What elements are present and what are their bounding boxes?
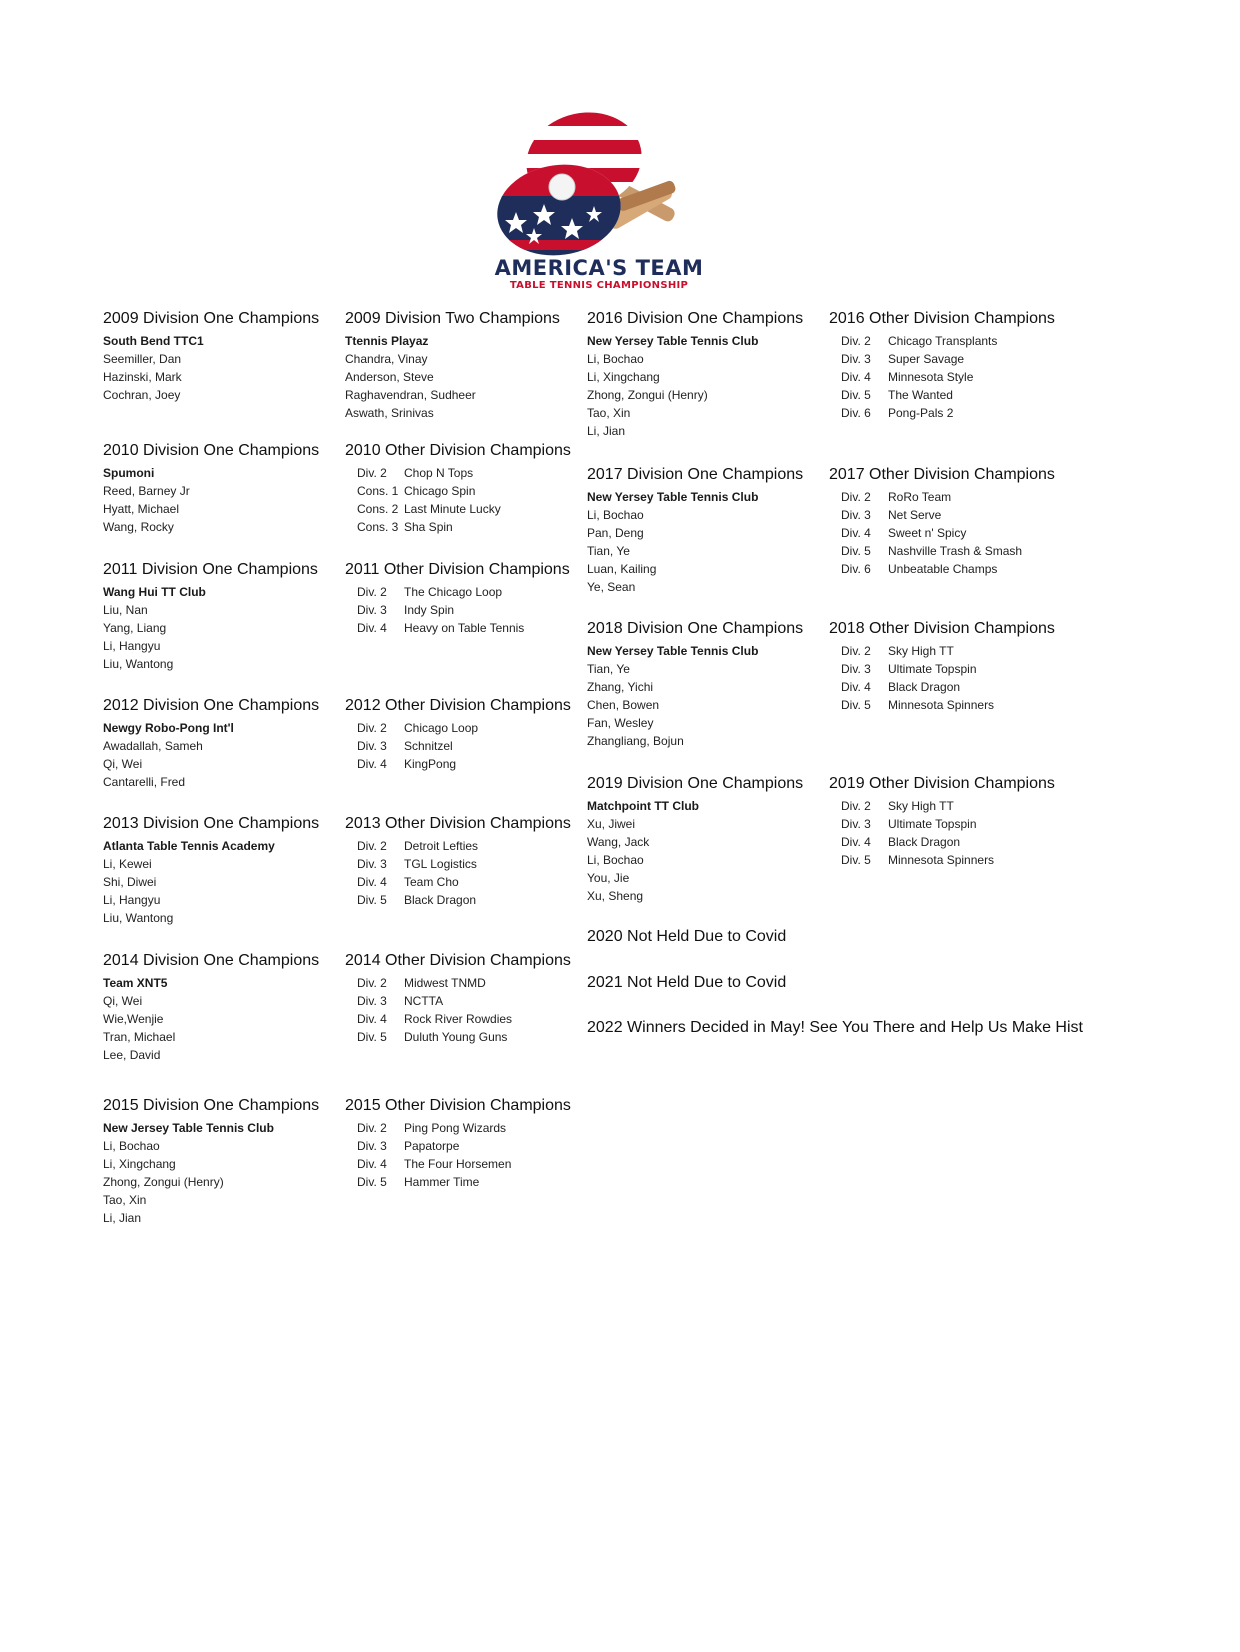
division-team: The Chicago Loop	[404, 585, 503, 599]
member-name: Xu, Sheng	[587, 889, 644, 903]
division-label: Div. 2	[841, 490, 871, 504]
member-name: Tao, Xin	[103, 1193, 147, 1207]
division-label: Div. 6	[841, 406, 871, 420]
division-label: Div. 2	[357, 721, 387, 735]
section-heading: 2017 Other Division Champions	[829, 466, 1055, 483]
logo-title: AMERICA'S TEAM	[494, 256, 704, 280]
section-2009-division-one	[103, 310, 319, 404]
section-heading: 2012 Other Division Champions	[345, 697, 571, 714]
division-label: Div. 4	[841, 835, 871, 849]
member-name: Li, Xingchang	[103, 1157, 176, 1171]
member-name: Raghavendran, Sudheer	[345, 388, 476, 402]
division-label: Div. 4	[841, 526, 871, 540]
member-name: Reed, Barney Jr	[103, 484, 190, 498]
division-row	[829, 506, 1055, 524]
division-label: Div. 5	[841, 853, 871, 867]
division-label: Div. 3	[841, 817, 871, 831]
section-heading: 2010 Other Division Champions	[345, 442, 571, 459]
member-name: Hazinski, Mark	[103, 370, 182, 384]
member-name: Tian, Ye	[587, 544, 630, 558]
division-label: Div. 2	[357, 466, 387, 480]
section-heading: 2016 Division One Champions	[587, 310, 804, 327]
section-heading: 2011 Other Division Champions	[345, 561, 570, 578]
member-name: Li, Jian	[587, 424, 626, 438]
division-label: Div. 3	[357, 857, 387, 871]
division-team: Net Serve	[888, 508, 942, 522]
division-row	[829, 350, 1055, 368]
section-2010-other-divisions	[345, 442, 571, 536]
section-2012-other-divisions	[345, 697, 571, 773]
section-2011-other-divisions	[345, 561, 570, 637]
member-name: Ye, Sean	[587, 580, 636, 594]
section-2010-division-one	[103, 442, 319, 536]
division-team: Last Minute Lucky	[404, 502, 501, 516]
division-team: Detroit Lefties	[404, 839, 479, 853]
division-row	[829, 404, 1055, 422]
division-team: Minnesota Style	[888, 370, 974, 384]
division-team: The Wanted	[888, 388, 953, 402]
division-row	[829, 524, 1055, 542]
division-label: Div. 5	[841, 388, 871, 402]
team-name: New Yersey Table Tennis Club	[587, 490, 759, 504]
member-name: Anderson, Steve	[345, 370, 434, 384]
team-name: Matchpoint TT Club	[587, 799, 699, 813]
division-team: Sweet n' Spicy	[888, 526, 967, 540]
division-label: Div. 2	[841, 799, 871, 813]
team-name: New Yersey Table Tennis Club	[587, 334, 759, 348]
division-label: Div. 4	[357, 621, 387, 635]
division-label: Div. 4	[357, 875, 387, 889]
section-heading: 2016 Other Division Champions	[829, 310, 1055, 327]
member-name: Wang, Jack	[587, 835, 650, 849]
division-team: The Four Horsemen	[404, 1157, 512, 1171]
member-name: Zhangliang, Bojun	[587, 734, 684, 748]
section-2016-other-divisions	[829, 310, 1055, 422]
division-label: Div. 4	[841, 370, 871, 384]
member-name: Seemiller, Dan	[103, 352, 182, 366]
division-team: Super Savage	[888, 352, 965, 366]
division-row	[345, 500, 571, 518]
member-name: Li, Jian	[103, 1211, 142, 1225]
division-team: Sky High TT	[888, 644, 954, 658]
member-name: Li, Bochao	[587, 508, 644, 522]
section-heading: 2014 Division One Champions	[103, 952, 320, 969]
division-label: Div. 5	[357, 893, 387, 907]
division-label: Div. 4	[357, 1157, 387, 1171]
division-row	[345, 873, 571, 891]
division-row	[345, 1137, 571, 1155]
division-row	[345, 1155, 571, 1173]
member-name: Liu, Nan	[103, 603, 148, 617]
division-team: Midwest TNMD	[404, 976, 486, 990]
division-team: Chop N Tops	[404, 466, 474, 480]
member-name: Pan, Deng	[587, 526, 644, 540]
division-label: Cons. 1	[357, 484, 399, 498]
division-row	[829, 660, 1055, 678]
division-team: Minnesota Spinners	[888, 698, 995, 712]
member-name: Tran, Michael	[103, 1030, 176, 1044]
member-name: Zhong, Zongui (Henry)	[587, 388, 708, 402]
section-heading: 2012 Division One Champions	[103, 697, 320, 714]
member-name: Chandra, Vinay	[345, 352, 428, 366]
division-label: Div. 2	[357, 976, 387, 990]
division-row	[829, 560, 1055, 578]
member-name: Li, Xingchang	[587, 370, 660, 384]
division-row	[345, 974, 571, 992]
division-row	[829, 797, 1055, 815]
section-heading: 2018 Other Division Champions	[829, 620, 1055, 637]
section-2019-other-divisions	[829, 775, 1055, 869]
division-label: Cons. 3	[357, 520, 399, 534]
division-row	[345, 601, 570, 619]
division-label: Div. 5	[841, 698, 871, 712]
division-row	[345, 1010, 571, 1028]
division-row	[345, 583, 570, 601]
member-name: Zhong, Zongui (Henry)	[103, 1175, 224, 1189]
division-team: Sky High TT	[888, 799, 954, 813]
section-heading: 2019 Other Division Champions	[829, 775, 1055, 792]
member-name: Tian, Ye	[587, 662, 630, 676]
division-row	[829, 332, 1055, 350]
division-row	[345, 518, 571, 536]
section-heading: 2015 Other Division Champions	[345, 1097, 571, 1114]
section-heading: 2011 Division One Champions	[103, 561, 318, 578]
section-2009-division-two	[345, 310, 560, 422]
division-team: RoRo Team	[888, 490, 952, 504]
section-2013-other-divisions	[345, 815, 571, 909]
member-name: Zhang, Yichi	[587, 680, 654, 694]
section-2014-other-divisions	[345, 952, 571, 1046]
member-name: Li, Bochao	[587, 853, 644, 867]
member-name: Tao, Xin	[587, 406, 631, 420]
division-team: Indy Spin	[404, 603, 455, 617]
paddles-icon	[494, 100, 724, 265]
team-name: Newgy Robo-Pong Int'l	[103, 721, 234, 735]
division-label: Div. 5	[357, 1030, 387, 1044]
division-team: Rock River Rowdies	[404, 1012, 513, 1026]
division-label: Div. 5	[841, 544, 871, 558]
division-team: Unbeatable Champs	[888, 562, 998, 576]
section-2014-division-one	[103, 952, 319, 1064]
team-name: Ttennis Playaz	[345, 334, 429, 348]
division-row	[345, 891, 571, 909]
division-row	[829, 851, 1055, 869]
division-row	[345, 992, 571, 1010]
member-name: Aswath, Srinivas	[345, 406, 434, 420]
division-label: Div. 4	[841, 680, 871, 694]
section-heading: 2009 Division Two Champions	[345, 310, 560, 327]
member-name: Li, Bochao	[587, 352, 644, 366]
member-name: Yang, Liang	[103, 621, 167, 635]
division-label: Div. 5	[357, 1175, 387, 1189]
member-name: Wie,Wenjie	[103, 1012, 164, 1026]
division-team: Black Dragon	[888, 680, 961, 694]
division-team: Ultimate Topspin	[888, 817, 977, 831]
section-2019-division-one	[587, 775, 803, 905]
division-row	[345, 719, 571, 737]
member-name: You, Jie	[587, 871, 630, 885]
section-heading: 2017 Division One Champions	[587, 466, 804, 483]
member-name: Li, Bochao	[103, 1139, 160, 1153]
division-label: Cons. 2	[357, 502, 399, 516]
team-name: Team XNT5	[103, 976, 168, 990]
division-label: Div. 2	[357, 1121, 387, 1135]
division-team: Team Cho	[404, 875, 459, 889]
team-name: Wang Hui TT Club	[103, 585, 206, 599]
division-label: Div. 2	[357, 585, 387, 599]
section-heading: 2013 Other Division Champions	[345, 815, 571, 832]
member-name: Chen, Bowen	[587, 698, 660, 712]
division-row	[345, 1119, 571, 1137]
team-name: New Yersey Table Tennis Club	[587, 644, 759, 658]
section-heading: 2014 Other Division Champions	[345, 952, 571, 969]
division-label: Div. 3	[357, 739, 387, 753]
division-team: Nashville Trash & Smash	[888, 544, 1023, 558]
member-name: Li, Kewei	[103, 857, 152, 871]
division-label: Div. 3	[841, 508, 871, 522]
section-2015-division-one	[103, 1097, 319, 1227]
division-row	[345, 755, 571, 773]
division-label: Div. 2	[357, 839, 387, 853]
logo-caption	[494, 258, 704, 291]
team-name: New Jersey Table Tennis Club	[103, 1121, 274, 1135]
division-team: Ultimate Topspin	[888, 662, 977, 676]
division-team: Minnesota Spinners	[888, 853, 995, 867]
note-2020: 2020 Not Held Due to Covid	[587, 928, 787, 945]
division-row	[829, 642, 1055, 660]
division-team: Black Dragon	[888, 835, 961, 849]
division-row	[345, 737, 571, 755]
member-name: Cantarelli, Fred	[103, 775, 186, 789]
division-row	[345, 1028, 571, 1046]
section-heading: 2018 Division One Champions	[587, 620, 804, 637]
section-heading: 2013 Division One Champions	[103, 815, 320, 832]
note-2022: 2022 Winners Decided in May! See You There and Help Us Make Hist	[587, 1019, 1083, 1036]
division-team: Ping Pong Wizards	[404, 1121, 507, 1135]
member-name: Liu, Wantong	[103, 911, 174, 925]
division-row	[829, 678, 1055, 696]
section-2018-division-one	[587, 620, 803, 750]
division-row	[345, 1173, 571, 1191]
logo-subtitle: TABLE TENNIS CHAMPIONSHIP	[509, 280, 689, 291]
member-name: Luan, Kailing	[587, 562, 657, 576]
division-row	[829, 815, 1055, 833]
section-2016-division-one	[587, 310, 803, 440]
member-name: Li, Hangyu	[103, 639, 161, 653]
division-team: Duluth Young Guns	[404, 1030, 508, 1044]
section-2012-division-one	[103, 697, 319, 791]
division-team: Pong-Pals 2	[888, 406, 954, 420]
member-name: Hyatt, Michael	[103, 502, 180, 516]
division-team: Sha Spin	[404, 520, 453, 534]
member-name: Qi, Wei	[103, 994, 143, 1008]
division-row	[829, 542, 1055, 560]
section-2011-division-one	[103, 561, 318, 673]
division-row	[345, 464, 571, 482]
division-row	[829, 833, 1055, 851]
section-2015-other-divisions	[345, 1097, 571, 1191]
division-row	[829, 386, 1055, 404]
section-2017-other-divisions	[829, 466, 1055, 578]
division-label: Div. 4	[357, 1012, 387, 1026]
division-team: Chicago Spin	[404, 484, 476, 498]
division-label: Div. 2	[841, 334, 871, 348]
division-row	[345, 855, 571, 873]
team-name: Spumoni	[103, 466, 155, 480]
division-team: Hammer Time	[404, 1175, 480, 1189]
division-team: Schnitzel	[404, 739, 453, 753]
member-name: Wang, Rocky	[103, 520, 174, 534]
division-row	[829, 368, 1055, 386]
division-label: Div. 3	[357, 1139, 387, 1153]
division-row	[345, 837, 571, 855]
division-team: Chicago Loop	[404, 721, 479, 735]
member-name: Liu, Wantong	[103, 657, 174, 671]
division-label: Div. 6	[841, 562, 871, 576]
division-row	[345, 619, 570, 637]
division-label: Div. 3	[841, 352, 871, 366]
member-name: Li, Hangyu	[103, 893, 161, 907]
division-team: TGL Logistics	[404, 857, 477, 871]
division-row	[345, 482, 571, 500]
division-row	[829, 696, 1055, 714]
member-name: Qi, Wei	[103, 757, 143, 771]
section-heading: 2010 Division One Champions	[103, 442, 320, 459]
note-2021: 2021 Not Held Due to Covid	[587, 974, 787, 991]
section-heading: 2015 Division One Champions	[103, 1097, 320, 1114]
division-team: Papatorpe	[404, 1139, 460, 1153]
member-name: Shi, Diwei	[103, 875, 157, 889]
section-heading: 2019 Division One Champions	[587, 775, 804, 792]
division-team: KingPong	[404, 757, 457, 771]
section-2013-division-one	[103, 815, 319, 927]
team-name: Atlanta Table Tennis Academy	[103, 839, 275, 853]
section-2018-other-divisions	[829, 620, 1055, 714]
division-row	[829, 488, 1055, 506]
division-label: Div. 3	[841, 662, 871, 676]
division-team: Chicago Transplants	[888, 334, 998, 348]
member-name: Fan, Wesley	[587, 716, 654, 730]
member-name: Awadallah, Sameh	[103, 739, 203, 753]
member-name: Xu, Jiwei	[587, 817, 636, 831]
section-heading: 2009 Division One Champions	[103, 310, 320, 327]
division-label: Div. 3	[357, 994, 387, 1008]
team-name: South Bend TTC1	[103, 334, 204, 348]
section-2017-division-one	[587, 466, 803, 596]
division-team: NCTTA	[404, 994, 444, 1008]
division-label: Div. 3	[357, 603, 387, 617]
division-team: Heavy on Table Tennis	[404, 621, 525, 635]
division-label: Div. 2	[841, 644, 871, 658]
division-label: Div. 4	[357, 757, 387, 771]
member-name: Cochran, Joey	[103, 388, 181, 402]
division-team: Black Dragon	[404, 893, 477, 907]
member-name: Lee, David	[103, 1048, 161, 1062]
